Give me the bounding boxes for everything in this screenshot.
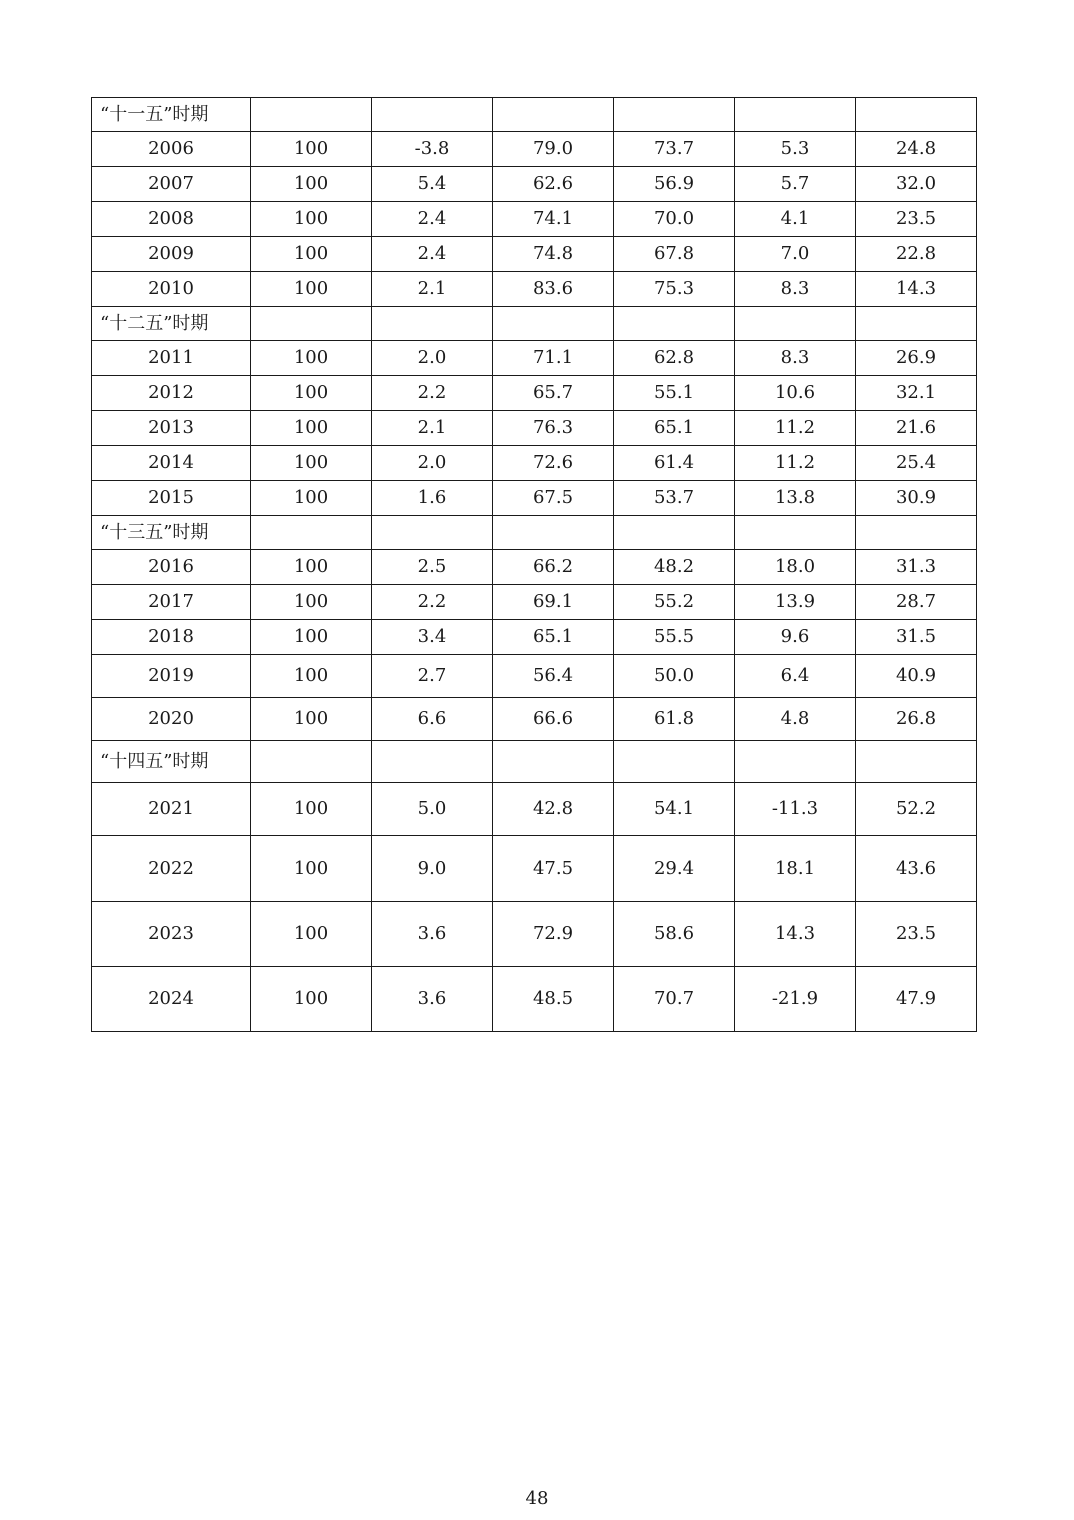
value-cell: 50.0 (614, 655, 735, 698)
value-cell: 2.5 (372, 550, 493, 585)
value-cell: 6.4 (735, 655, 856, 698)
value-cell: 26.8 (856, 698, 977, 741)
value-cell: 14.3 (856, 272, 977, 307)
value-cell: 56.4 (493, 655, 614, 698)
value-cell: 61.8 (614, 698, 735, 741)
value-cell: 1.6 (372, 481, 493, 516)
value-cell: 55.2 (614, 585, 735, 620)
empty-cell (372, 307, 493, 341)
value-cell: 2.4 (372, 237, 493, 272)
period-label: “十一五”时期 (92, 98, 251, 132)
value-cell: 100 (251, 272, 372, 307)
value-cell: 18.1 (735, 836, 856, 902)
value-cell: 3.6 (372, 967, 493, 1032)
value-cell: 2.1 (372, 411, 493, 446)
table-row (92, 341, 977, 376)
value-cell: 76.3 (493, 411, 614, 446)
value-cell: 100 (251, 836, 372, 902)
value-cell: 13.9 (735, 585, 856, 620)
value-cell: 4.1 (735, 202, 856, 237)
value-cell: 3.6 (372, 902, 493, 967)
value-cell: 71.1 (493, 341, 614, 376)
value-cell: 100 (251, 620, 372, 655)
value-cell: 70.7 (614, 967, 735, 1032)
value-cell: 48.5 (493, 967, 614, 1032)
value-cell: 100 (251, 783, 372, 836)
period-row (92, 98, 977, 132)
year-cell: 2012 (92, 376, 251, 411)
value-cell: 100 (251, 132, 372, 167)
value-cell: 21.6 (856, 411, 977, 446)
value-cell: 18.0 (735, 550, 856, 585)
year-cell: 2009 (92, 237, 251, 272)
value-cell: 40.9 (856, 655, 977, 698)
value-cell: 28.7 (856, 585, 977, 620)
value-cell: 69.1 (493, 585, 614, 620)
table-row (92, 902, 977, 967)
year-cell: 2008 (92, 202, 251, 237)
year-cell: 2014 (92, 446, 251, 481)
value-cell: 62.8 (614, 341, 735, 376)
value-cell: 70.0 (614, 202, 735, 237)
year-cell: 2018 (92, 620, 251, 655)
year-cell: 2016 (92, 550, 251, 585)
value-cell: 42.8 (493, 783, 614, 836)
page-number: 48 (525, 1488, 549, 1509)
year-cell: 2006 (92, 132, 251, 167)
year-cell: 2023 (92, 902, 251, 967)
value-cell: -21.9 (735, 967, 856, 1032)
value-cell: 2.7 (372, 655, 493, 698)
empty-cell (493, 307, 614, 341)
value-cell: 47.5 (493, 836, 614, 902)
period-row (92, 516, 977, 550)
year-cell: 2015 (92, 481, 251, 516)
value-cell: 100 (251, 167, 372, 202)
value-cell: 67.5 (493, 481, 614, 516)
table-row (92, 783, 977, 836)
value-cell: 11.2 (735, 446, 856, 481)
statistics-table (91, 97, 977, 1032)
empty-cell (735, 307, 856, 341)
year-cell: 2021 (92, 783, 251, 836)
value-cell: 25.4 (856, 446, 977, 481)
year-cell: 2013 (92, 411, 251, 446)
value-cell: 23.5 (856, 902, 977, 967)
period-label: “十三五”时期 (92, 516, 251, 550)
empty-cell (251, 307, 372, 341)
value-cell: 54.1 (614, 783, 735, 836)
value-cell: 9.0 (372, 836, 493, 902)
value-cell: 100 (251, 202, 372, 237)
value-cell: -3.8 (372, 132, 493, 167)
year-cell: 2019 (92, 655, 251, 698)
value-cell: 14.3 (735, 902, 856, 967)
empty-cell (614, 98, 735, 132)
value-cell: 4.8 (735, 698, 856, 741)
empty-cell (372, 98, 493, 132)
value-cell: 22.8 (856, 237, 977, 272)
table-body (92, 98, 977, 1032)
value-cell: 9.6 (735, 620, 856, 655)
value-cell: 2.2 (372, 585, 493, 620)
empty-cell (735, 516, 856, 550)
value-cell: 62.6 (493, 167, 614, 202)
table-row (92, 967, 977, 1032)
value-cell: 52.2 (856, 783, 977, 836)
value-cell: 2.2 (372, 376, 493, 411)
table-row (92, 836, 977, 902)
year-cell: 2024 (92, 967, 251, 1032)
value-cell: 3.4 (372, 620, 493, 655)
value-cell: 8.3 (735, 341, 856, 376)
empty-cell (372, 741, 493, 783)
value-cell: 23.5 (856, 202, 977, 237)
value-cell: 47.9 (856, 967, 977, 1032)
value-cell: 79.0 (493, 132, 614, 167)
value-cell: 100 (251, 655, 372, 698)
period-label: “十二五”时期 (92, 307, 251, 341)
value-cell: 58.6 (614, 902, 735, 967)
table-row (92, 411, 977, 446)
empty-cell (614, 307, 735, 341)
value-cell: 55.5 (614, 620, 735, 655)
year-cell: 2017 (92, 585, 251, 620)
empty-cell (856, 307, 977, 341)
table-row (92, 481, 977, 516)
table-row (92, 237, 977, 272)
value-cell: 7.0 (735, 237, 856, 272)
value-cell: 5.0 (372, 783, 493, 836)
value-cell: 2.1 (372, 272, 493, 307)
value-cell: 31.3 (856, 550, 977, 585)
value-cell: 65.7 (493, 376, 614, 411)
empty-cell (614, 516, 735, 550)
year-cell: 2010 (92, 272, 251, 307)
table-row (92, 202, 977, 237)
empty-cell (493, 741, 614, 783)
empty-cell (735, 741, 856, 783)
value-cell: 2.0 (372, 446, 493, 481)
value-cell: 100 (251, 698, 372, 741)
year-cell: 2007 (92, 167, 251, 202)
table-row (92, 698, 977, 741)
value-cell: 100 (251, 341, 372, 376)
empty-cell (251, 516, 372, 550)
value-cell: 31.5 (856, 620, 977, 655)
table-row (92, 167, 977, 202)
empty-cell (493, 98, 614, 132)
value-cell: 5.3 (735, 132, 856, 167)
table-row (92, 655, 977, 698)
empty-cell (251, 741, 372, 783)
value-cell: -11.3 (735, 783, 856, 836)
table-row (92, 550, 977, 585)
empty-cell (493, 516, 614, 550)
value-cell: 100 (251, 967, 372, 1032)
empty-cell (372, 516, 493, 550)
value-cell: 24.8 (856, 132, 977, 167)
empty-cell (856, 741, 977, 783)
table-row (92, 620, 977, 655)
value-cell: 66.2 (493, 550, 614, 585)
value-cell: 65.1 (493, 620, 614, 655)
empty-cell (856, 516, 977, 550)
value-cell: 65.1 (614, 411, 735, 446)
value-cell: 72.9 (493, 902, 614, 967)
value-cell: 10.6 (735, 376, 856, 411)
value-cell: 56.9 (614, 167, 735, 202)
value-cell: 8.3 (735, 272, 856, 307)
empty-cell (614, 741, 735, 783)
value-cell: 100 (251, 585, 372, 620)
value-cell: 100 (251, 376, 372, 411)
value-cell: 74.1 (493, 202, 614, 237)
empty-cell (735, 98, 856, 132)
value-cell: 5.4 (372, 167, 493, 202)
value-cell: 100 (251, 411, 372, 446)
table-row (92, 376, 977, 411)
value-cell: 100 (251, 481, 372, 516)
period-label: “十四五”时期 (92, 741, 251, 783)
value-cell: 32.1 (856, 376, 977, 411)
empty-cell (251, 98, 372, 132)
value-cell: 32.0 (856, 167, 977, 202)
value-cell: 100 (251, 446, 372, 481)
value-cell: 74.8 (493, 237, 614, 272)
value-cell: 55.1 (614, 376, 735, 411)
value-cell: 30.9 (856, 481, 977, 516)
value-cell: 13.8 (735, 481, 856, 516)
table-row (92, 132, 977, 167)
year-cell: 2022 (92, 836, 251, 902)
table-row (92, 272, 977, 307)
value-cell: 43.6 (856, 836, 977, 902)
table-row (92, 585, 977, 620)
value-cell: 61.4 (614, 446, 735, 481)
period-row (92, 307, 977, 341)
value-cell: 100 (251, 237, 372, 272)
table-row (92, 446, 977, 481)
value-cell: 66.6 (493, 698, 614, 741)
value-cell: 2.0 (372, 341, 493, 376)
value-cell: 48.2 (614, 550, 735, 585)
value-cell: 2.4 (372, 202, 493, 237)
value-cell: 26.9 (856, 341, 977, 376)
year-cell: 2011 (92, 341, 251, 376)
value-cell: 53.7 (614, 481, 735, 516)
empty-cell (856, 98, 977, 132)
value-cell: 73.7 (614, 132, 735, 167)
value-cell: 75.3 (614, 272, 735, 307)
year-cell: 2020 (92, 698, 251, 741)
value-cell: 72.6 (493, 446, 614, 481)
value-cell: 83.6 (493, 272, 614, 307)
value-cell: 5.7 (735, 167, 856, 202)
value-cell: 29.4 (614, 836, 735, 902)
value-cell: 67.8 (614, 237, 735, 272)
value-cell: 6.6 (372, 698, 493, 741)
value-cell: 100 (251, 902, 372, 967)
value-cell: 11.2 (735, 411, 856, 446)
period-row (92, 741, 977, 783)
value-cell: 100 (251, 550, 372, 585)
